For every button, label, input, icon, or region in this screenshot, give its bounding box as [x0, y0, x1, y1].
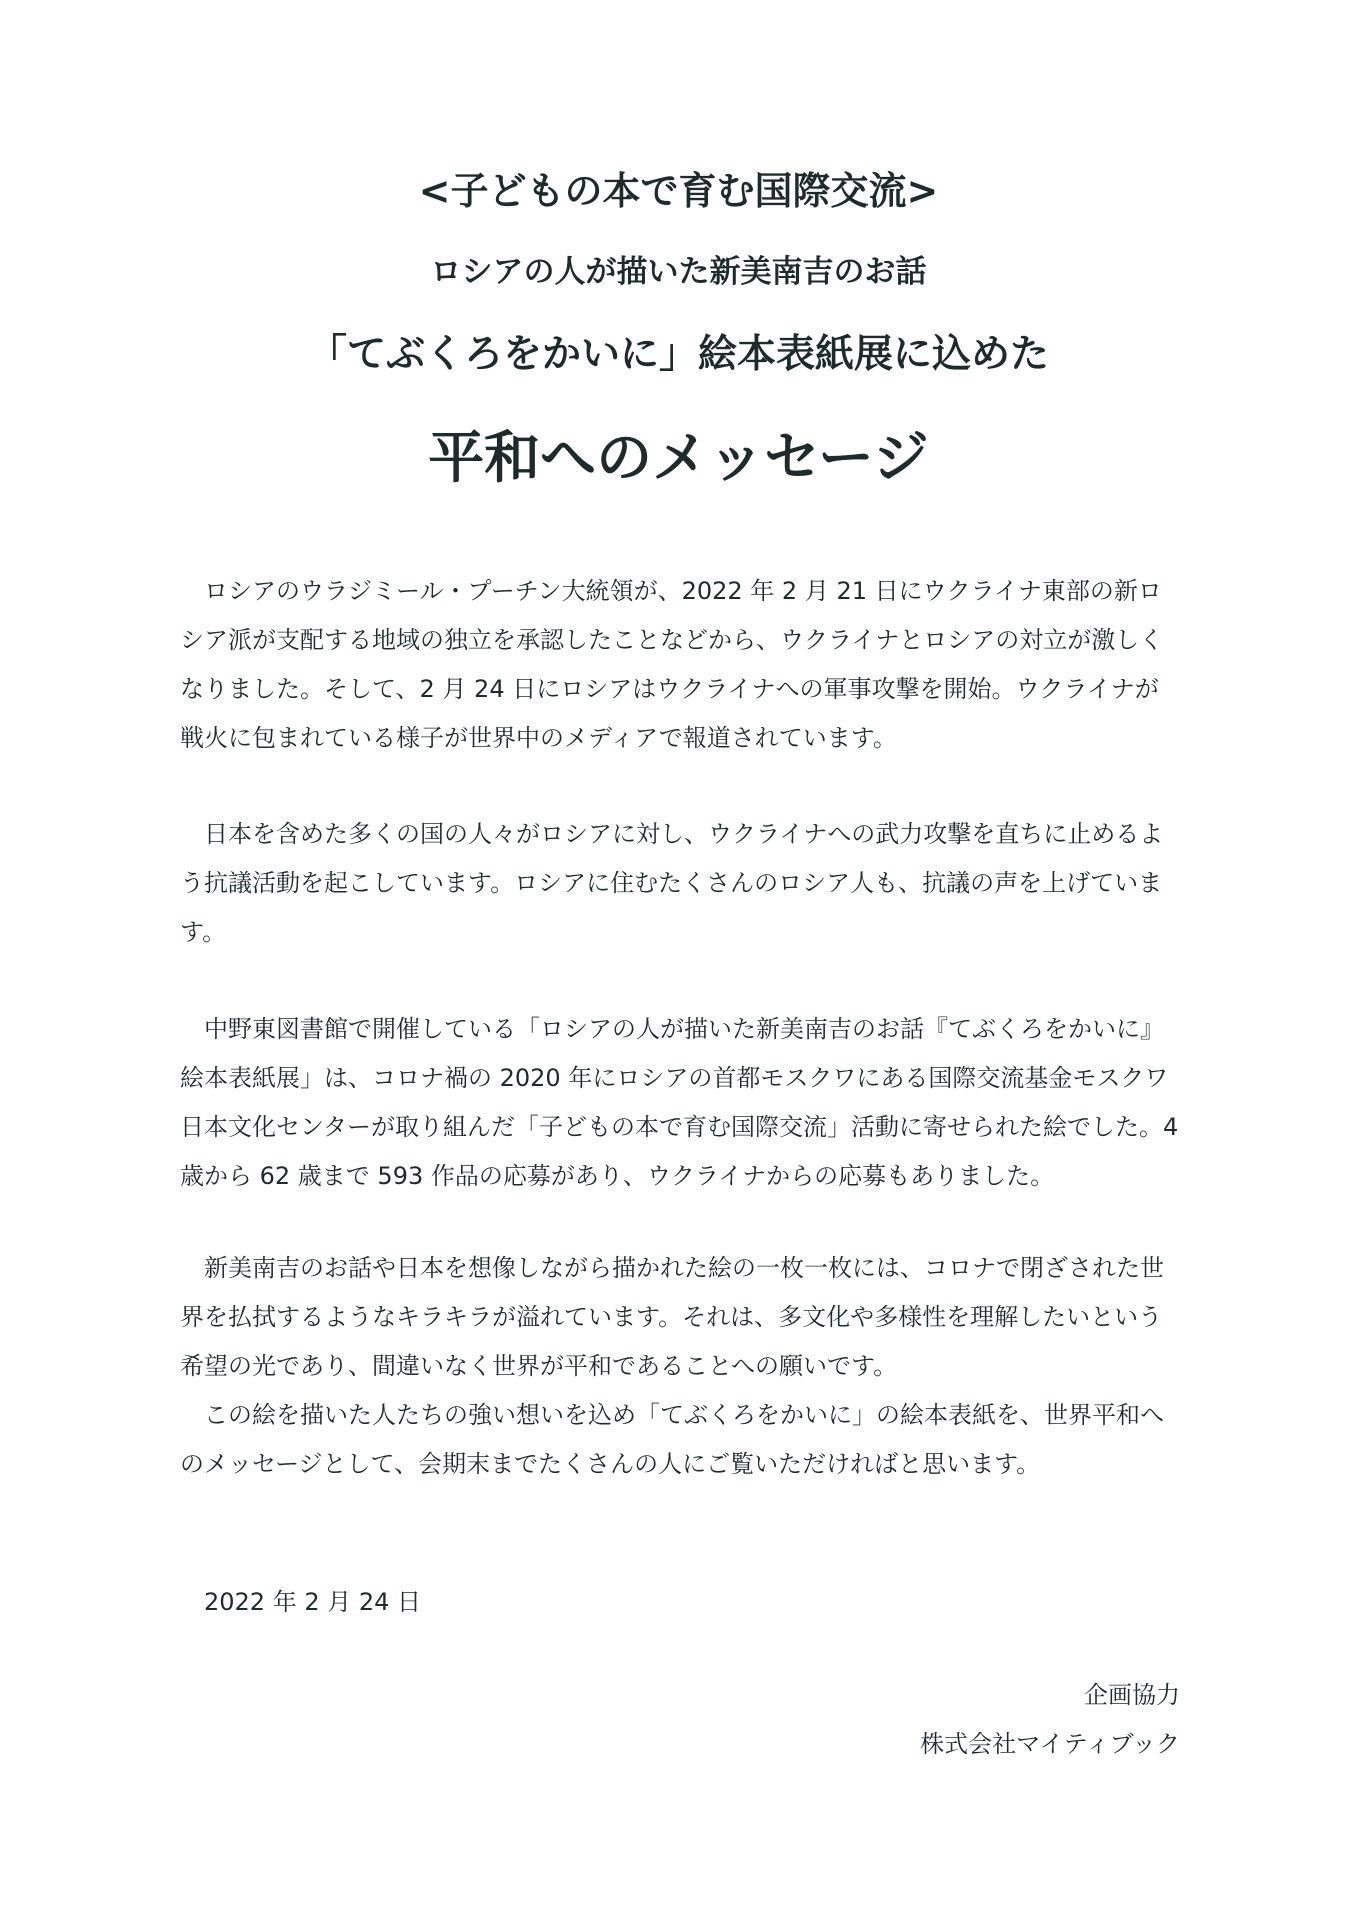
- subtitle: ロシアの人が描いた新美南吉のお話: [430, 254, 927, 290]
- paragraph-text: ロシアのウラジミール・プーチン大統領が、2022 年 2 月 21 日にウクライナ東部の新ロシア派が支配する地域の独立を承認したことなどから、ウクライナとロシアの対立が激しくなりました。そして、2 月 24 日にロシアはウクライナへの軍事攻撃を開始。ウクライナが戦火に包まれている様子が世界中のメディアで報道されています。: [180, 577, 1164, 752]
- main-heading: 平和へのメッセージ: [428, 426, 929, 491]
- exhibition-title: 「てぶくろをかいに」絵本表紙展に込めた: [307, 332, 1049, 377]
- paragraph-text: 中野東図書館で開催している「ロシアの人が描いた新美南吉のお話『てぶくろをかいに』絵本表紙展」は、コロナ禍の 2020 年にロシアの首都モスクワにある国際交流基金モスクワ日本文化センターが取り組んだ「子どもの本で育む国際交流」活動に寄せられた絵でした。4 歳から 62 歳まで 593 作品の応募があり、ウクライナからの応募もありました。: [180, 1015, 1179, 1190]
- paragraph-3: [180, 1005, 1180, 1201]
- paragraph-text: 日本を含めた多くの国の人々がロシアに対し、ウクライナへの武力攻撃を直ちに止めるよう抗議活動を起こしています。ロシアに住むたくさんのロシア人も、抗議の声を上げています。: [180, 820, 1164, 946]
- paragraph-2: [180, 810, 1180, 957]
- paragraph-text: 新美南吉のお話や日本を想像しながら描かれた絵の一枚一枚には、コロナで閉ざされた世界を払拭するようなキラキラが溢れています。それは、多文化や多様性を理解したいという希望の光であり、間違いなく世界が平和であることへの願いです。: [180, 1254, 1164, 1380]
- credit-role: 企画協力: [1084, 1681, 1180, 1709]
- paragraph-1: [180, 567, 1180, 763]
- paragraph-4: [180, 1244, 1180, 1489]
- credit-block: [920, 1671, 1180, 1769]
- paragraph-text: この絵を描いた人たちの強い想いを込め「てぶくろをかいに」の絵本表紙を、世界平和へのメッセージとして、会期末までたくさんの人にご覧いただければと思います。: [180, 1401, 1164, 1478]
- series-title: <子どもの本で育む国際交流>: [418, 169, 939, 213]
- credit-company: 株式会社マイティブック: [920, 1730, 1180, 1758]
- document-date: 2022 年 2 月 24 日: [204, 1588, 422, 1616]
